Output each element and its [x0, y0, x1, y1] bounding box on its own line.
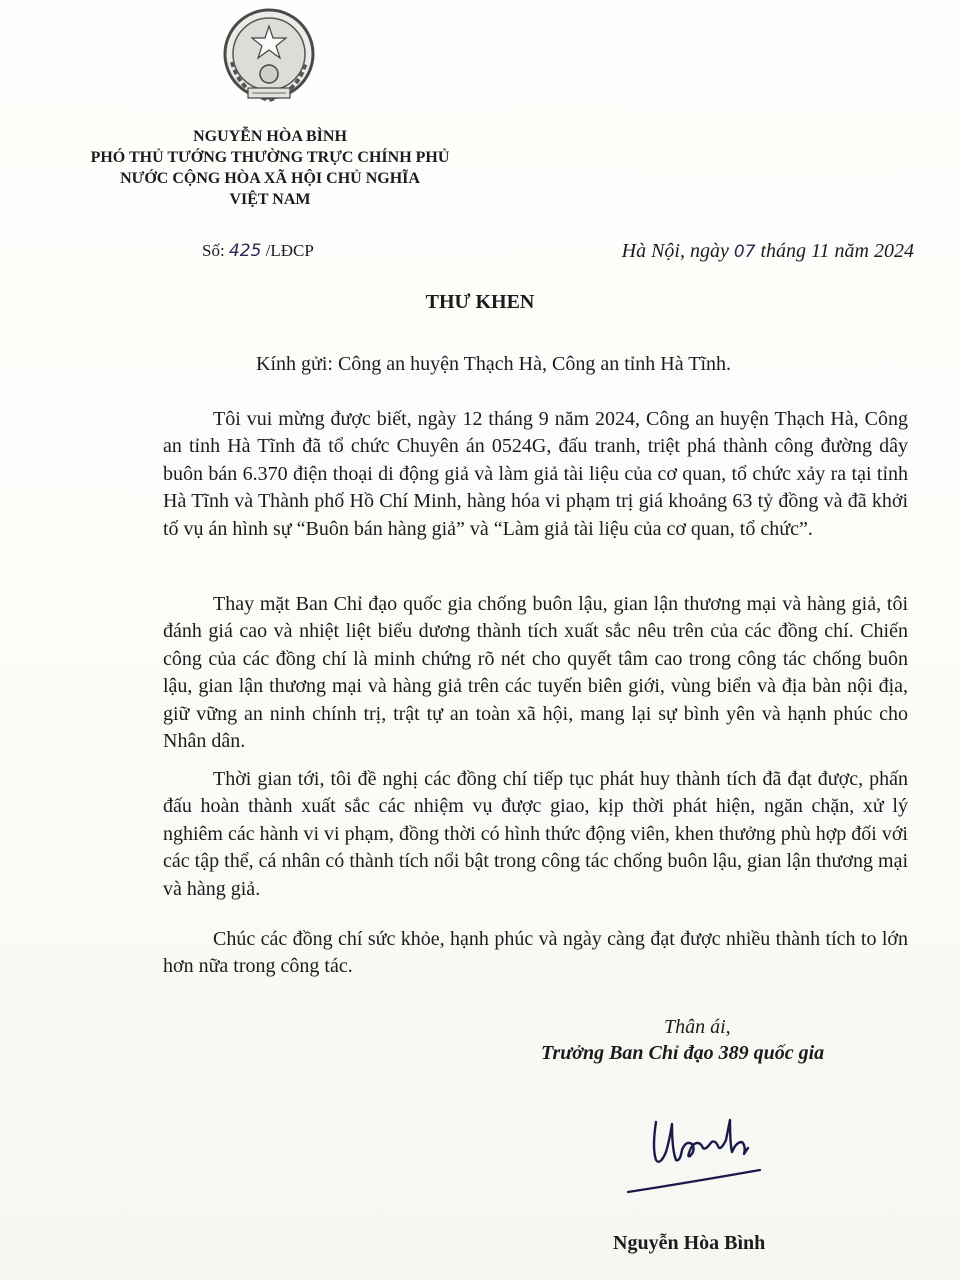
docnum-prefix: Số:	[202, 241, 229, 260]
signer-name: Nguyễn Hòa Bình	[613, 1232, 766, 1254]
closing-salutation: Thân ái,	[664, 1016, 731, 1038]
issuer-country-line1: NƯỚC CỘNG HÒA XÃ HỘI CHỦ NGHĨA	[120, 170, 420, 187]
paragraph-2: Thay mặt Ban Chỉ đạo quốc gia chống buôn lậu, gian lận thương mại và hàng giả, tôi đánh giá cao và nhiệt liệt biểu dương thành tích xuất sắc nêu trên của các đồng chí. Chiến công của các đồng chí là minh chứng rõ nét cho quyết tâm cao trong công tác chống buôn lậu, gian lận thương mại và hàng giả trên các tuyến biên giới, vùng biển và địa bàn nội địa, giữ vững an ninh chính trị, trật tự an toàn xã hội, mang lại sự bình yên và hạnh phúc cho Nhân dân.	[163, 593, 908, 753]
paragraph-3: Thời gian tới, tôi đề nghị các đồng chí tiếp tục phát huy thành tích đã đạt được, phấn đấu hoàn thành xuất sắc các nhiệm vụ được giao, kịp thời phát hiện, ngăn chặn, xử lý nghiêm các hành vi vi phạm, đồng thời có hình thức động viên, khen thưởng phù hợp đối với các tập thể, cá nhân có thành tích nổi bật trong công tác chống buôn lậu, gian lận thương mại và hàng giả.	[163, 768, 908, 900]
issuer-country-line2: VIỆT NAM	[229, 191, 311, 208]
paragraph-4: Chúc các đồng chí sức khỏe, hạnh phúc và ngày càng đạt được nhiều thành tích to lớn hơn nữa trong công tác.	[163, 928, 908, 978]
issuer-position: PHÓ THỦ TƯỚNG THƯỜNG TRỰC CHÍNH PHỦ	[90, 149, 450, 166]
signer-title: Trưởng Ban Chỉ đạo 389 quốc gia	[541, 1042, 825, 1064]
docnum-suffix: /LĐCP	[261, 241, 314, 260]
letter-title: THƯ KHEN	[425, 291, 535, 313]
date-line	[622, 240, 914, 263]
issuer-name: NGUYỄN HÒA BÌNH	[193, 128, 347, 145]
issuer-block	[60, 126, 480, 210]
date-part1: Hà Nội, ngày	[621, 240, 734, 262]
document-number	[202, 241, 314, 261]
docnum-handwritten: 425	[228, 241, 262, 261]
paragraph-1: Tôi vui mừng được biết, ngày 12 tháng 9 năm 2024, Công an huyện Thạch Hà, Công an tỉnh Hà Tĩnh đã tổ chức Chuyên án 0524G, đấu tranh, triệt phá thành công đường dây buôn bán 6.370 điện thoại di động giả và làm giả tài liệu của cơ quan, tổ chức xảy ra tại tỉnh Hà Tĩnh và Thành phố Hồ Chí Minh, hàng hóa vi phạm trị giá khoảng 63 tỷ đồng và đã khởi tố vụ án hình sự “Buôn bán hàng giả” và “Làm giả tài liệu của cơ quan, tổ chức”.	[163, 408, 908, 540]
date-day-handwritten: 07	[733, 242, 756, 262]
signature-icon	[620, 1100, 770, 1200]
date-part2: tháng 11 năm 2024	[755, 240, 914, 262]
national-emblem-icon	[218, 4, 320, 108]
recipient-line: Kính gửi: Công an huyện Thạch Hà, Công an tỉnh Hà Tĩnh.	[256, 353, 732, 375]
